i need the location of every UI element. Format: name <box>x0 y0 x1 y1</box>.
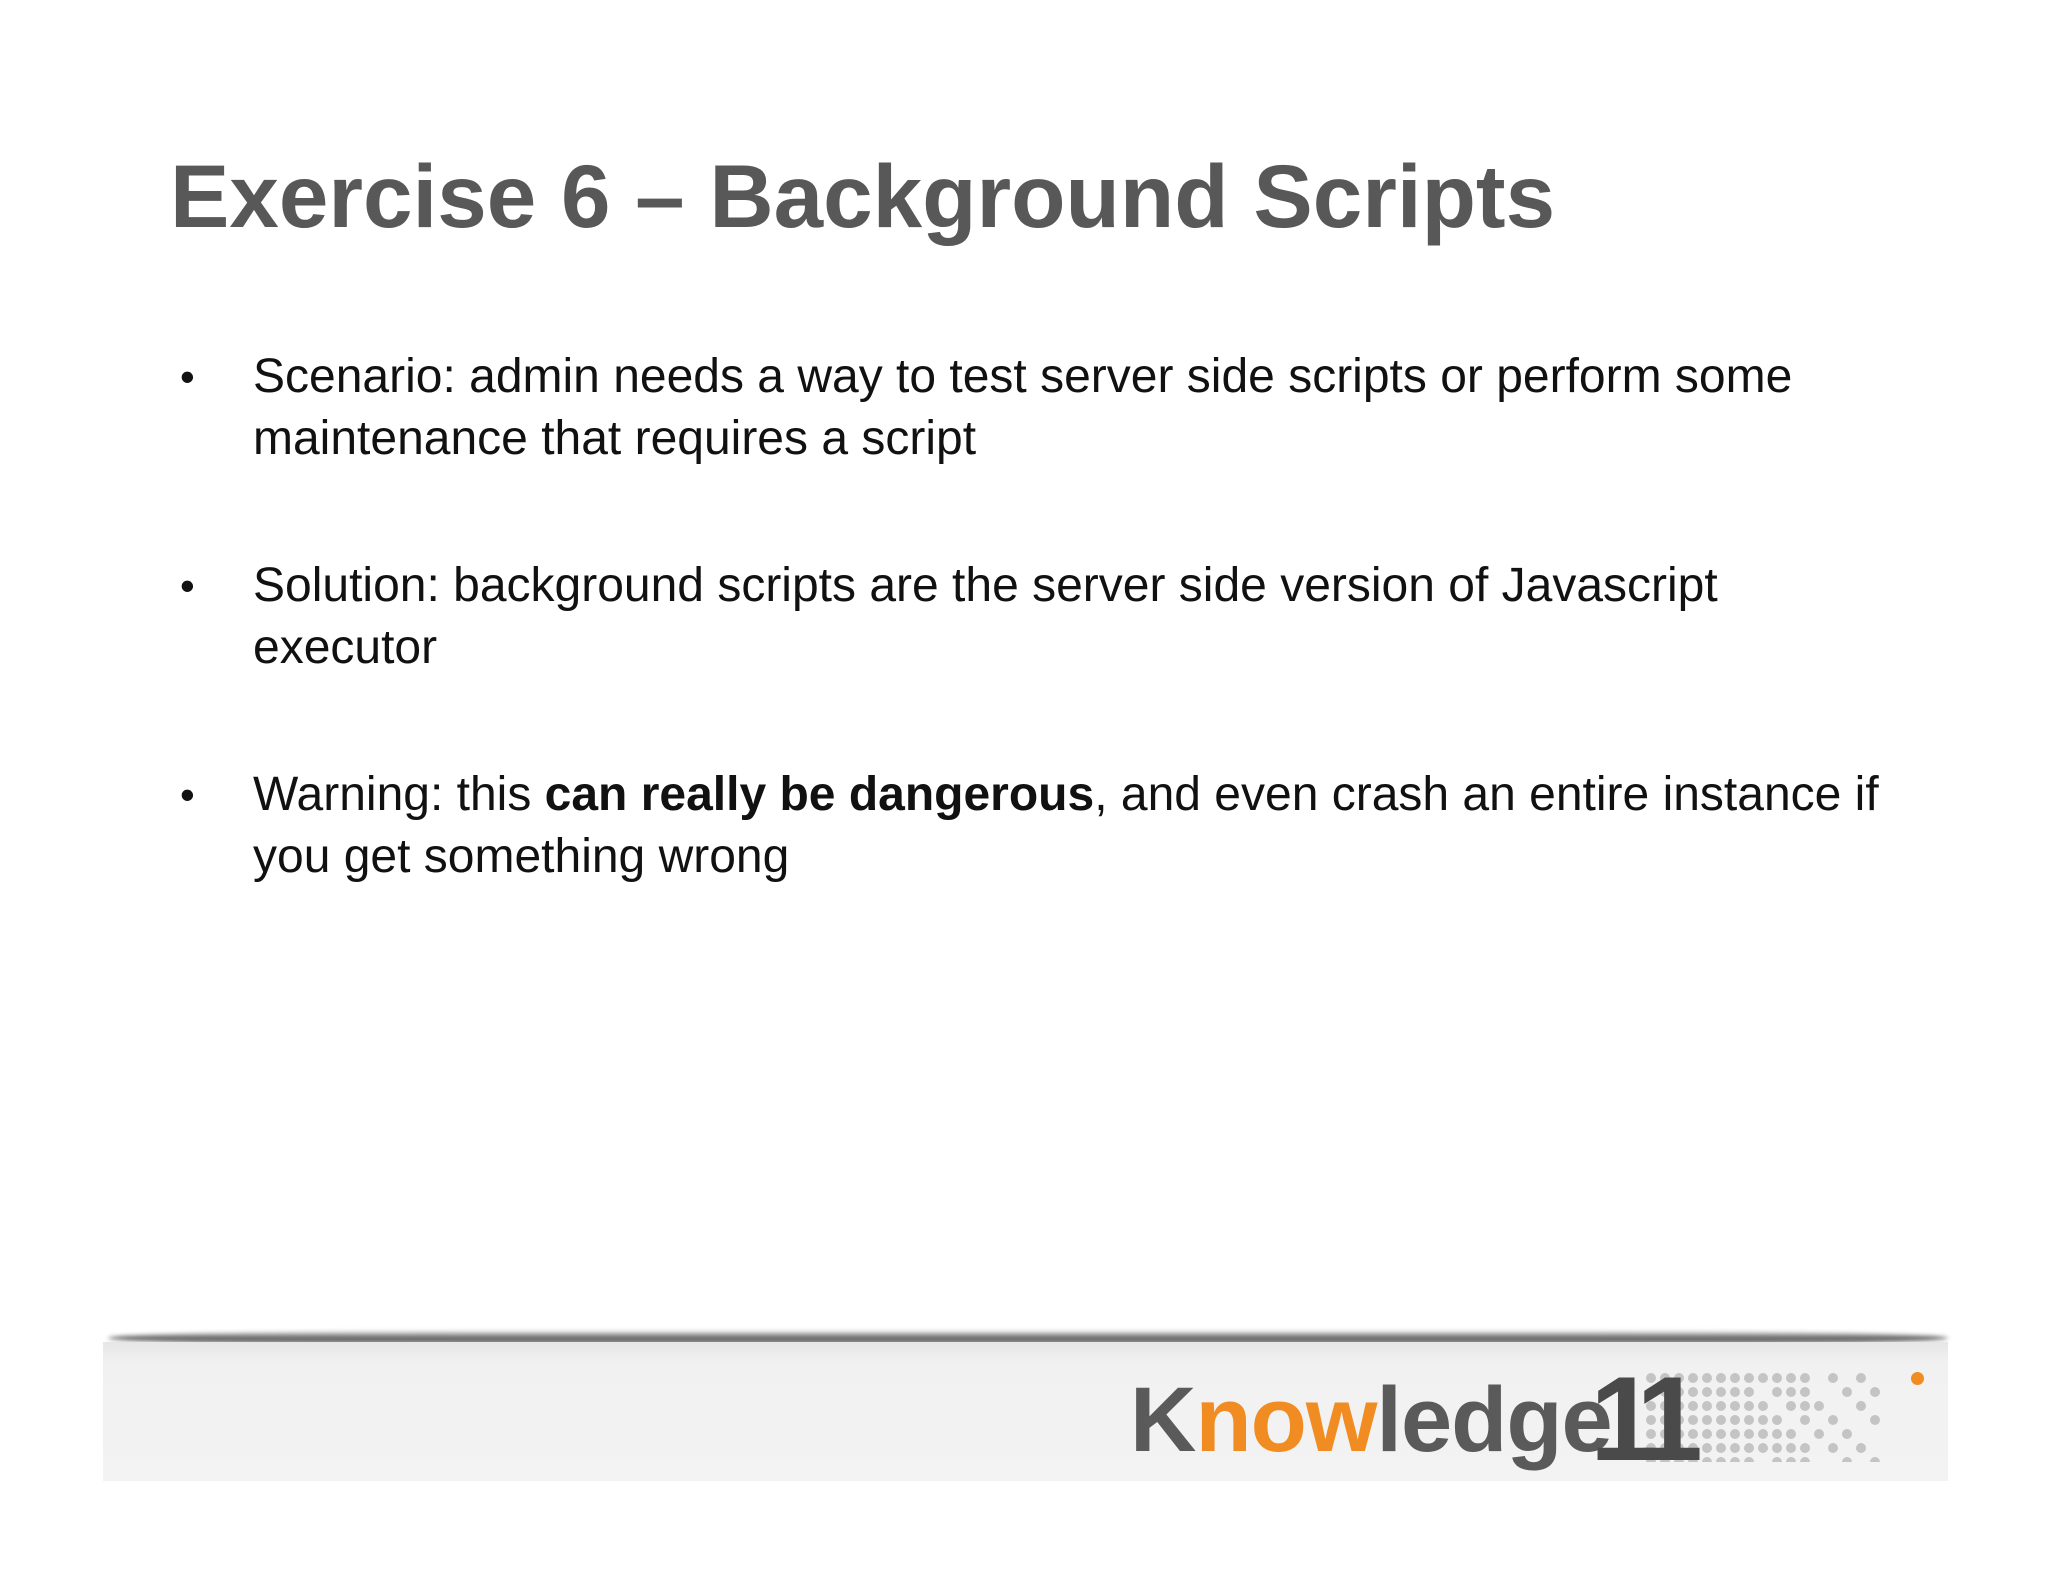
logo-dot <box>1716 1373 1726 1383</box>
logo-dot <box>1716 1443 1726 1453</box>
logo-accent-dot-icon <box>1911 1372 1924 1385</box>
logo-dot <box>1702 1401 1712 1411</box>
logo-dot <box>1702 1443 1712 1453</box>
logo-dot <box>1688 1429 1698 1439</box>
logo-dot <box>1786 1373 1796 1383</box>
logo-dot <box>1702 1415 1712 1425</box>
logo-dot <box>1758 1415 1768 1425</box>
bullet-text: Solution: background scripts are the server side version of Javascript executor <box>253 559 1718 674</box>
bullet-list <box>180 346 1880 973</box>
logo-dot <box>1702 1457 1712 1462</box>
logo-dot <box>1842 1457 1852 1462</box>
bullet-text: Scenario: admin needs a way to test server side scripts or perform some maintenance that requires a script <box>253 350 1793 465</box>
bullet-text: Warning: this <box>253 768 545 821</box>
logo-dot <box>1828 1415 1838 1425</box>
logo-dot <box>1730 1429 1740 1439</box>
logo-dot <box>1688 1373 1698 1383</box>
slide-title: Exercise 6 – Background Scripts <box>170 146 1556 246</box>
logo-dot <box>1856 1373 1866 1383</box>
logo-dot <box>1744 1387 1754 1397</box>
logo-dot <box>1786 1401 1796 1411</box>
logo-dot <box>1688 1443 1698 1453</box>
logo-dot <box>1772 1443 1782 1453</box>
logo-dot <box>1856 1443 1866 1453</box>
logo-dot <box>1772 1415 1782 1425</box>
bullet-bold-text: can really be dangerous <box>544 768 1095 821</box>
logo-dot <box>1800 1443 1810 1453</box>
logo-dot <box>1800 1415 1810 1425</box>
logo-dot <box>1702 1429 1712 1439</box>
bullet-dot-icon: • <box>180 562 195 609</box>
logo-dot <box>1702 1373 1712 1383</box>
logo-dot <box>1688 1387 1698 1397</box>
logo-dot <box>1730 1401 1740 1411</box>
logo-dot <box>1800 1387 1810 1397</box>
logo-dot <box>1772 1429 1782 1439</box>
logo-dot <box>1688 1401 1698 1411</box>
logo-dot <box>1842 1429 1852 1439</box>
logo-dot <box>1814 1401 1824 1411</box>
bullet-item-warning <box>180 764 1880 888</box>
logo-dot <box>1688 1415 1698 1425</box>
logo-dot <box>1758 1429 1768 1439</box>
bullet-item-solution <box>180 555 1880 679</box>
logo-dot <box>1828 1373 1838 1383</box>
bullet-item-scenario <box>180 346 1880 470</box>
logo-dot <box>1842 1387 1852 1397</box>
logo-dot <box>1772 1387 1782 1397</box>
logo-dot <box>1870 1457 1880 1462</box>
bullet-dot-icon: • <box>180 771 195 818</box>
knowledge11-logo <box>1130 1352 1930 1486</box>
logo-dot <box>1744 1443 1754 1453</box>
logo-dot <box>1744 1373 1754 1383</box>
logo-dot <box>1870 1415 1880 1425</box>
logo-dot <box>1744 1457 1754 1462</box>
logo-dot <box>1870 1387 1880 1397</box>
logo-dot <box>1786 1457 1796 1462</box>
logo-dot <box>1744 1429 1754 1439</box>
logo-dot <box>1730 1373 1740 1383</box>
logo-number: 11 <box>1590 1352 1689 1486</box>
logo-dot <box>1856 1401 1866 1411</box>
logo-dot <box>1716 1415 1726 1425</box>
logo-dot <box>1716 1387 1726 1397</box>
logo-dot <box>1730 1457 1740 1462</box>
logo-dot <box>1800 1401 1810 1411</box>
logo-dot <box>1786 1429 1796 1439</box>
logo-dot <box>1758 1443 1768 1453</box>
logo-dot <box>1772 1373 1782 1383</box>
logo-dot <box>1688 1457 1698 1462</box>
logo-wordmark <box>1130 1368 1612 1473</box>
logo-dot <box>1702 1387 1712 1397</box>
logo-dot <box>1758 1401 1768 1411</box>
logo-dot <box>1730 1443 1740 1453</box>
logo-dot <box>1828 1443 1838 1453</box>
bullet-text-after: , and even crash an entire instance if you get something wrong <box>253 768 1879 883</box>
logo-dot <box>1800 1457 1810 1462</box>
bullet-dot-icon: • <box>180 353 195 400</box>
logo-dot <box>1744 1401 1754 1411</box>
logo-dot <box>1786 1443 1796 1453</box>
logo-part-ledge: ledge <box>1376 1369 1612 1471</box>
logo-part-now: now <box>1195 1369 1377 1471</box>
logo-dot <box>1786 1387 1796 1397</box>
logo-dot <box>1716 1457 1726 1462</box>
logo-part-k: K <box>1130 1369 1196 1471</box>
logo-dot <box>1730 1387 1740 1397</box>
logo-dot <box>1772 1457 1782 1462</box>
logo-dot <box>1758 1373 1768 1383</box>
logo-dot <box>1800 1373 1810 1383</box>
logo-dot <box>1716 1429 1726 1439</box>
logo-dot <box>1814 1429 1824 1439</box>
logo-dot <box>1744 1415 1754 1425</box>
logo-dot <box>1730 1415 1740 1425</box>
logo-dot <box>1716 1401 1726 1411</box>
